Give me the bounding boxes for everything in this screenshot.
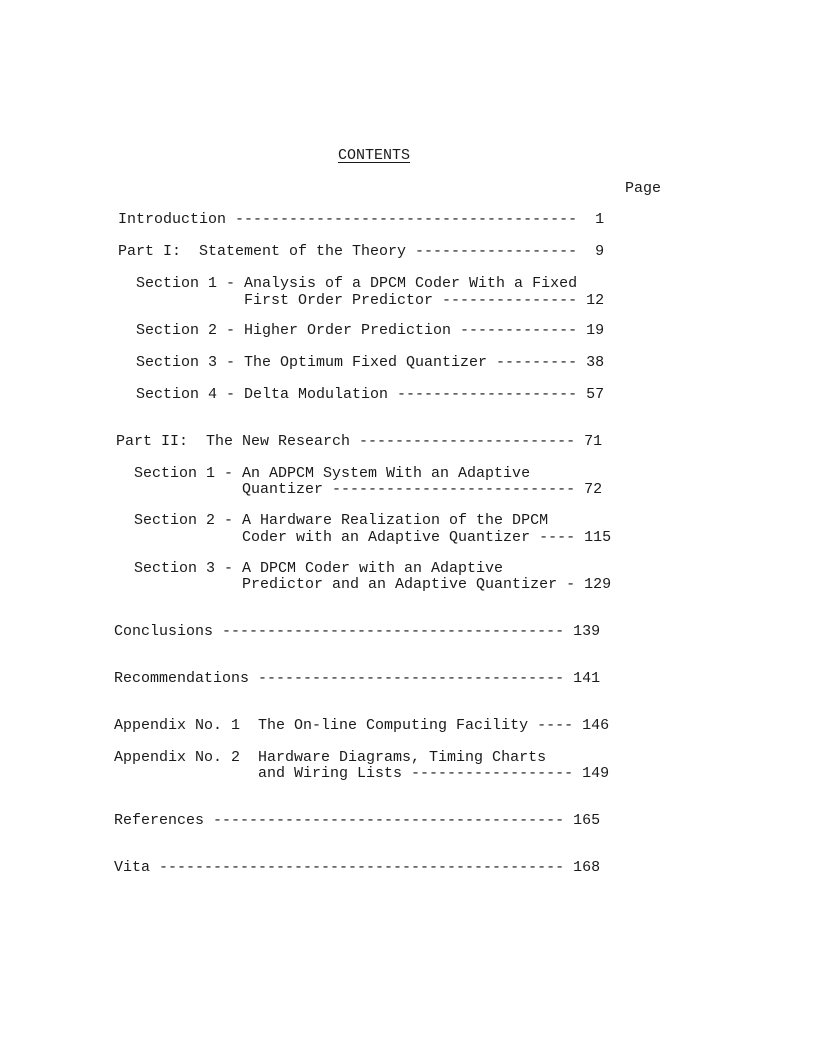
toc-entry-conclusions: Conclusions -------------------------------------- 139	[114, 623, 601, 640]
contents-heading: CONTENTS	[338, 147, 411, 164]
toc-entry-recommendations: Recommendations ---------------------------------- 141	[114, 670, 601, 687]
toc-entry-part2-section2-line2: Coder with an Adaptive Quantizer ---- 115	[134, 529, 612, 546]
toc-entry-part2-section3-line1: Section 3 - A DPCM Coder with an Adaptive	[134, 560, 504, 577]
toc-entry-introduction: Introduction -------------------------------------- 1	[118, 211, 605, 228]
toc-entry-appendix-2-line2: and Wiring Lists ------------------ 149	[114, 765, 610, 782]
toc-entry-part2-section1-line2: Quantizer --------------------------- 72	[134, 481, 603, 498]
toc-entry-part2-section2-line1: Section 2 - A Hardware Realization of the DPCM	[134, 512, 549, 529]
toc-entry-part-1: Part I: Statement of the Theory ------------------ 9	[118, 243, 605, 260]
toc-entry-part1-section1-line2: First Order Predictor --------------- 12	[136, 292, 605, 309]
toc-entry-part1-section4: Section 4 - Delta Modulation -------------------- 57	[136, 386, 605, 403]
toc-entry-appendix-1: Appendix No. 1 The On-line Computing Facility ---- 146	[114, 717, 610, 734]
toc-entry-part1-section1-line1: Section 1 - Analysis of a DPCM Coder With a Fixed	[136, 275, 578, 292]
toc-entry-vita: Vita --------------------------------------------- 168	[114, 859, 601, 876]
toc-entry-appendix-2-line1: Appendix No. 2 Hardware Diagrams, Timing Charts	[114, 749, 547, 766]
toc-entry-part1-section3: Section 3 - The Optimum Fixed Quantizer --------- 38	[136, 354, 605, 371]
toc-entry-part1-section2: Section 2 - Higher Order Prediction ------------- 19	[136, 322, 605, 339]
toc-entry-part2-section3-line2: Predictor and an Adaptive Quantizer - 129	[134, 576, 612, 593]
toc-entry-references: References --------------------------------------- 165	[114, 812, 601, 829]
toc-entry-part2-section1-line1: Section 1 - An ADPCM System With an Adaptive	[134, 465, 531, 482]
page-column-label: Page	[625, 180, 662, 197]
toc-entry-part-2: Part II: The New Research ------------------------ 71	[116, 433, 603, 450]
